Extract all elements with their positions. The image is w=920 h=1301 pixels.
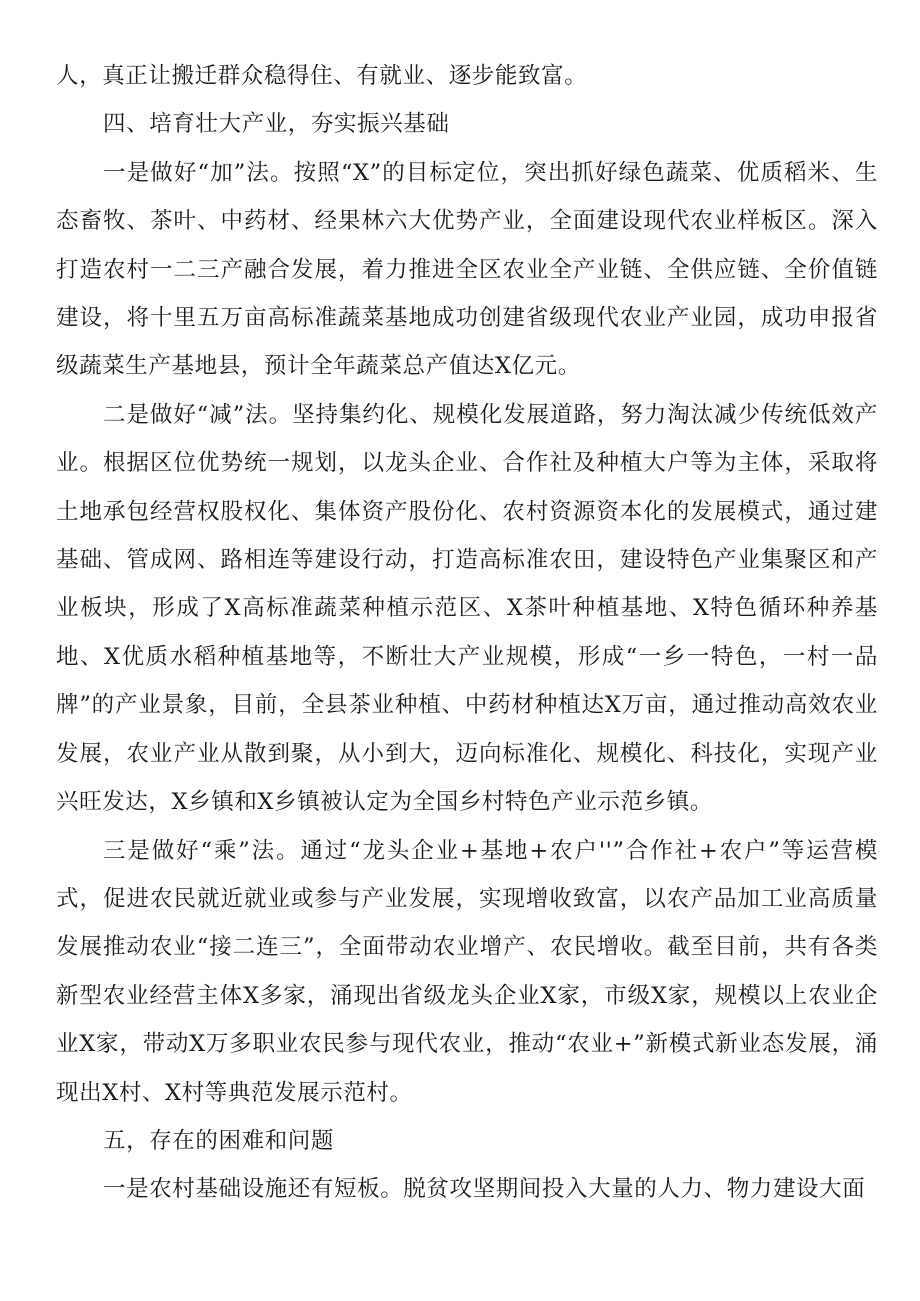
body-paragraph-multiplication: 三是做好“乘”法。通过“龙头企业+基地+农户''”合作社+农户”等运营模式，促进农民就近就业或参与产业发展，实现增收致富，以农产品加工业高质量发展推动农业“接二连三”，全面带动农业增产、农民增收。截至目前，共有各类新型农业经营主体X多家，涌现出省级龙头企业X家，市级X家，规模以上农业企业X家，带动X万多职业农民参与现代农业，推动“农业+”新模式新业态发展，涌现出X村、X村等典范发展示范村。	[56, 837, 878, 1106]
body-paragraph-addition: 一是做好“加”法。按照“X”的目标定位，突出抓好绿色蔬菜、优质稻米、生态畜牧、茶叶、中药材、经果林六大优势产业，全面建设现代农业样板区。深入打造农村一二三产融合发展，着力推进全区农业全产业链、全供应链、全价值链建设，将十里五万亩高标准蔬菜基地成功创建省级现代农业产业园，成功申报省级蔬菜生产基地县，预计全年蔬菜总产值达X亿元。	[56, 159, 878, 380]
continuation-paragraph: 人，真正让搬迁群众稳得住、有就业、逐步能致富。	[56, 63, 588, 89]
body-paragraph-infrastructure: 一是农村基础设施还有短板。脱贫攻坚期间投入大量的人力、物力建设大面	[103, 1176, 866, 1203]
document-page	[56, 52, 878, 1214]
section-heading-five: 五，存在的困难和问题	[103, 1127, 335, 1154]
body-paragraph-subtraction: 二是做好“减”法。坚持集约化、规模化发展道路，努力淘汰减少传统低效产业。根据区位优势统一规划，以龙头企业、合作社及种植大户等为主体，采取将土地承包经营权股权化、集体资产股份化、农村资源资本化的发展模式，通过建基础、管成网、路相连等建设行动，打造高标准农田，建设特色产业集聚区和产业板块，形成了X高标准蔬菜种植示范区、X茶叶种植基地、X特色循环种养基地、X优质水稻种植基地等，不断壮大产业规模，形成“一乡一特色，一村一品牌”的产业景象，目前，全县茶业种植、中药材种植达X万亩，通过推动高效农业发展，农业产业从散到聚，从小到大，迈向标准化、规模化、科技化，实现产业兴旺发达，X乡镇和X乡镇被认定为全国乡村特色产业示范乡镇。	[56, 401, 878, 816]
section-heading-four: 四、培育壮大产业，夯实振兴基础	[103, 111, 450, 138]
